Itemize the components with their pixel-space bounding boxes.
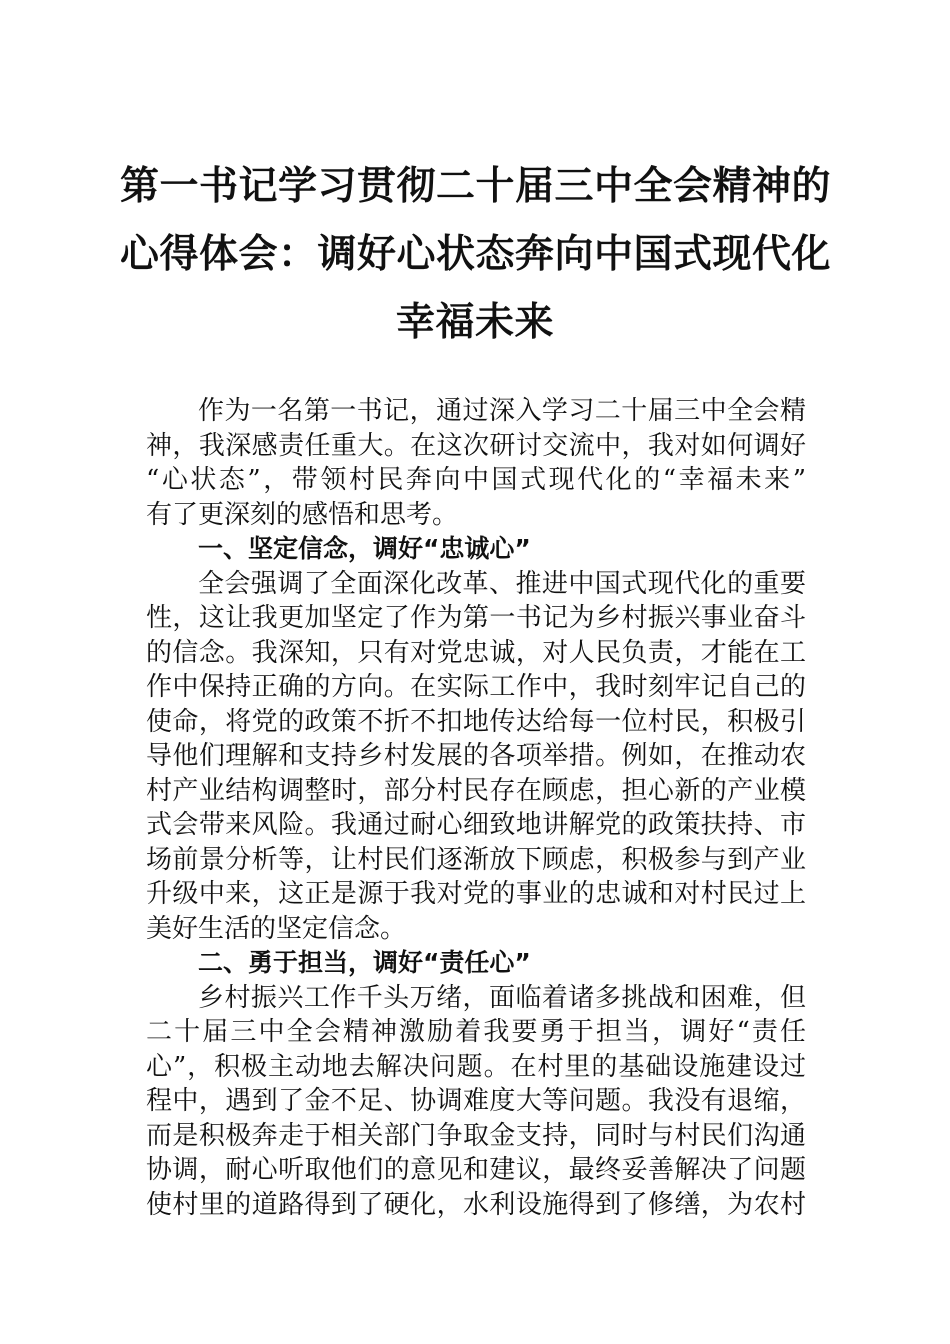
text-line: 导他们理解和支持乡村发展的各项举措。例如，在推动农 bbox=[146, 741, 806, 771]
text-line: 神，我深感责任重大。在这次研讨交流中，我对如何调好 bbox=[146, 430, 806, 461]
title-line: 第一书记学习贯彻二十届三中全会精神的 bbox=[120, 163, 832, 209]
text-line: 乡村振兴工作千头万绪，面临着诸多挑战和困难，但 bbox=[198, 982, 806, 1013]
text-line: 程中，遇到了金不足、协调难度大等问题。我没有退缩， bbox=[146, 1086, 806, 1116]
text-line: 而是积极奔走于相关部门争取金支持，同时与村民们沟通 bbox=[146, 1120, 806, 1151]
text-line: “心状态”，带领村民奔向中国式现代化的“幸福未来” bbox=[146, 465, 806, 495]
text-line: 的信念。我深知，只有对党忠诚，对人民负责，才能在工 bbox=[146, 637, 806, 668]
text-line: 村产业结构调整时，部分村民存在顾虑，担心新的产业模 bbox=[146, 775, 806, 806]
text-line: 全会强调了全面深化改革、推进中国式现代化的重要 bbox=[198, 568, 806, 599]
text-line: 使村里的道路得到了硬化，水利设施得到了修缮，为农村 bbox=[146, 1189, 806, 1220]
document-title bbox=[120, 152, 830, 356]
text-line: 作为一名第一书记，通过深入学习二十届三中全会精 bbox=[198, 396, 806, 426]
title-line: 幸福未来 bbox=[395, 299, 554, 345]
text-line: 场前景分析等，让村民们逐渐放下顾虑，积极参与到产业 bbox=[146, 844, 806, 875]
title-line: 心得体会：调好心状态奔向中国式现代化 bbox=[120, 231, 832, 277]
text-line: 心”，积极主动地去解决问题。在村里的基础设施建设过 bbox=[146, 1051, 806, 1082]
section-2-paragraph bbox=[146, 981, 806, 1223]
text-line: 性，这让我更加坚定了作为第一书记为乡村振兴事业奋斗 bbox=[146, 603, 806, 633]
text-line: 式会带来风险。我通过耐心细致地讲解党的政策扶持、市 bbox=[146, 810, 806, 840]
section-1-paragraph bbox=[146, 567, 806, 947]
text-line: 作中保持正确的方向。在实际工作中，我时刻牢记自己的 bbox=[146, 672, 806, 702]
text-line: 美好生活的坚定信念。 bbox=[146, 913, 407, 944]
document-body bbox=[146, 394, 806, 1222]
text-line: 使命，将党的政策不折不扣地传达给每一位村民，积极引 bbox=[146, 706, 806, 737]
intro-paragraph bbox=[146, 394, 806, 532]
text-line: 升级中来，这正是源于我对党的事业的忠诚和对村民过上 bbox=[146, 879, 806, 909]
text-line: 二十届三中全会精神激励着我要勇于担当，调好“责任 bbox=[146, 1017, 806, 1047]
section-heading-2: 二、勇于担当，调好“责任心” bbox=[198, 948, 531, 977]
section-heading-1: 一、坚定信念，调好“忠诚心” bbox=[198, 534, 531, 563]
text-line: 协调，耐心听取他们的意见和建议，最终妥善解决了问题 bbox=[146, 1155, 806, 1185]
text-line: 有了更深刻的感悟和思考。 bbox=[146, 499, 459, 530]
